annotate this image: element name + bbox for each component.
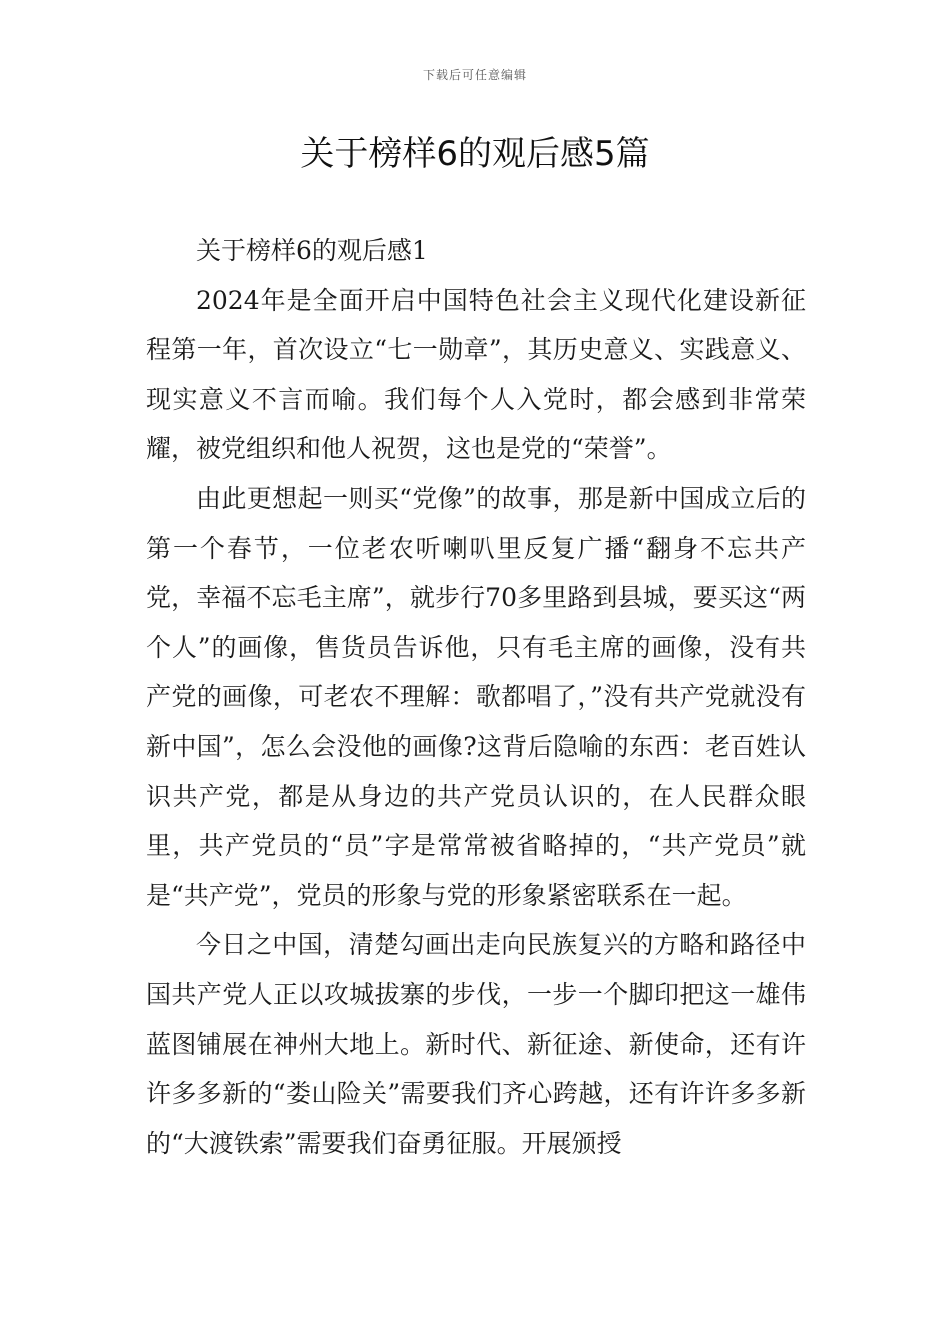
paragraph-1: 2024年是全面开启中国特色社会主义现代化建设新征程第一年，首次设立“七一勋章”，其历史意义、实践意义、现实意义不言而喻。我们每个人入党时，都会感到非常荣耀，被党组织和他人祝贺，这也是党的“荣誉”。 bbox=[146, 285, 806, 464]
paragraph-2: 由此更想起一则买“党像”的故事，那是新中国成立后的第一个春节，一位老农听喇叭里反复广播“翻身不忘共产党，幸福不忘毛主席”，就步行70多里路到县城，要买这“两个人”的画像，售货员告诉他，只有毛主席的画像，没有共产党的画像，可老农不理解：歌都唱了，”没有共产党就没有新中国”，怎么会没他的画像?这背后隐喻的东西：老百姓认识共产党，都是从身边的共产党员认识的，在人民群众眼里，共产党员的“员”字是常常被省略掉的，“共产党员”就是“共产党”，党员的形象与党的形象紧密联系在一起。 bbox=[146, 483, 806, 910]
section-subtitle: 关于榜样6的观后感1 bbox=[196, 236, 428, 265]
paragraph-3: 今日之中国，清楚勾画出走向民族复兴的方略和路径中国共产党人正以攻城拔寨的步伐，一步一个脚印把这一雄伟蓝图铺展在神州大地上。新时代、新征途、新使命，还有许许多多新的“娄山险关”需要我们齐心跨越，还有许许多多新的“大渡铁索”需要我们奋勇征服。开展颁授 bbox=[146, 930, 806, 1158]
header-note: 下载后可任意编辑 bbox=[422, 68, 527, 82]
document-title: 关于榜样6的观后感5篇 bbox=[300, 134, 650, 174]
document-body bbox=[146, 226, 806, 1168]
